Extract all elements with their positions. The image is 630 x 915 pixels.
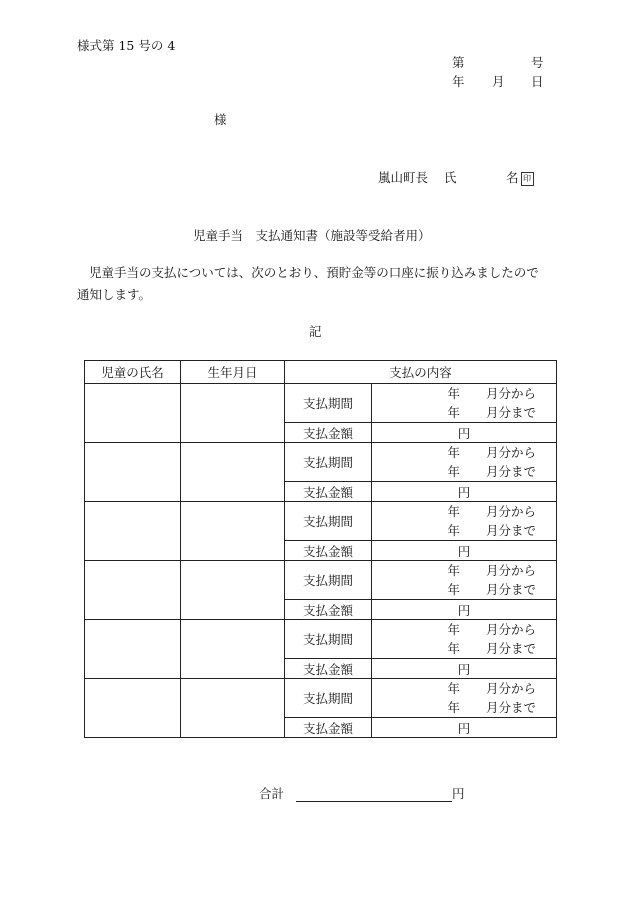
period-to-month: 月分まで	[486, 582, 537, 597]
body-line-2: 通知します。	[77, 287, 152, 302]
period-to-month: 月分まで	[486, 641, 537, 656]
amount-label: 支払金額	[285, 541, 372, 561]
header-payment-content: 支払の内容	[285, 361, 557, 384]
amount-unit: 円	[457, 720, 471, 736]
birthdate-cell[interactable]	[181, 679, 285, 738]
amount-cell[interactable]	[372, 423, 557, 443]
amount-label: 支払金額	[285, 718, 372, 738]
period-from-year: 年	[447, 622, 460, 637]
period-from-month: 月分から	[486, 445, 537, 460]
amount-cell[interactable]	[372, 718, 557, 738]
period-to-line	[372, 580, 556, 599]
child-name-cell[interactable]	[85, 561, 181, 620]
period-cell[interactable]	[372, 502, 557, 541]
birthdate-cell[interactable]	[181, 502, 285, 561]
issuer-name-label-left: 氏	[444, 170, 457, 185]
amount-unit: 円	[457, 484, 471, 500]
table-row	[85, 679, 557, 718]
child-name-cell[interactable]	[85, 443, 181, 502]
table-row	[85, 443, 557, 482]
amount-unit: 円	[457, 425, 471, 441]
period-to-year: 年	[447, 523, 460, 538]
table-header-row	[85, 361, 557, 384]
period-label: 支払期間	[285, 561, 372, 600]
amount-unit: 円	[457, 543, 471, 559]
doc-number-prefix: 第	[452, 55, 465, 70]
seal-mark: 印	[521, 172, 534, 186]
total-amount-line	[296, 788, 452, 802]
period-cell[interactable]	[372, 561, 557, 600]
amount-cell[interactable]	[372, 659, 557, 679]
period-from-line	[372, 443, 556, 462]
document-title: 児童手当 支払通知書（施設等受給者用）	[193, 228, 431, 243]
body-line-1: 児童手当の支払については、次のとおり、預貯金等の口座に振り込みましたので	[89, 265, 539, 280]
table-row	[85, 502, 557, 541]
total-label: 合計	[259, 786, 285, 801]
period-from-line	[372, 561, 556, 580]
doc-number-suffix: 号	[531, 55, 544, 70]
period-from-month: 月分から	[486, 504, 537, 519]
birthdate-cell[interactable]	[181, 561, 285, 620]
child-name-cell[interactable]	[85, 502, 181, 561]
amount-unit: 円	[457, 602, 471, 618]
amount-label: 支払金額	[285, 659, 372, 679]
table-row	[85, 561, 557, 600]
period-cell[interactable]	[372, 384, 557, 423]
period-from-month: 月分から	[486, 386, 537, 401]
ki-heading: 記	[309, 324, 322, 339]
period-to-year: 年	[447, 464, 460, 479]
amount-cell[interactable]	[372, 600, 557, 620]
child-name-cell[interactable]	[85, 384, 181, 443]
period-to-year: 年	[447, 700, 460, 715]
date-year: 年	[452, 74, 465, 89]
header-child-name: 児童の氏名	[85, 361, 181, 384]
period-from-year: 年	[447, 445, 460, 460]
payment-table	[84, 360, 557, 738]
child-name-cell[interactable]	[85, 679, 181, 738]
period-from-line	[372, 384, 556, 403]
period-to-line	[372, 639, 556, 658]
issuer-title: 嵐山町長	[378, 170, 429, 185]
period-cell[interactable]	[372, 443, 557, 482]
amount-label: 支払金額	[285, 600, 372, 620]
period-to-month: 月分まで	[486, 464, 537, 479]
issuer-name-label-right	[506, 168, 534, 186]
period-to-month: 月分まで	[486, 405, 537, 420]
period-from-year: 年	[447, 386, 460, 401]
period-to-month: 月分まで	[486, 700, 537, 715]
period-from-year: 年	[447, 563, 460, 578]
period-cell[interactable]	[372, 620, 557, 659]
amount-cell[interactable]	[372, 482, 557, 502]
period-to-month: 月分まで	[486, 523, 537, 538]
form-number: 様式第 15 号の 4	[77, 38, 176, 53]
period-from-month: 月分から	[486, 622, 537, 637]
period-to-line	[372, 403, 556, 422]
period-to-line	[372, 521, 556, 540]
table-body	[85, 384, 557, 738]
period-from-year: 年	[447, 504, 460, 519]
period-label: 支払期間	[285, 443, 372, 482]
period-from-year: 年	[447, 681, 460, 696]
period-from-line	[372, 620, 556, 639]
period-from-month: 月分から	[486, 563, 537, 578]
table-row	[85, 620, 557, 659]
date-month: 月	[492, 74, 505, 89]
table-row	[85, 384, 557, 423]
total-unit: 円	[452, 786, 465, 801]
birthdate-cell[interactable]	[181, 620, 285, 679]
amount-cell[interactable]	[372, 541, 557, 561]
period-label: 支払期間	[285, 679, 372, 718]
header-birthdate: 生年月日	[181, 361, 285, 384]
issuer-name-label-right-text: 名	[506, 170, 519, 185]
date-day: 日	[531, 74, 544, 89]
period-to-year: 年	[447, 641, 460, 656]
birthdate-cell[interactable]	[181, 384, 285, 443]
amount-label: 支払金額	[285, 423, 372, 443]
period-to-line	[372, 698, 556, 717]
child-name-cell[interactable]	[85, 620, 181, 679]
period-label: 支払期間	[285, 502, 372, 541]
period-from-month: 月分から	[486, 681, 537, 696]
period-to-year: 年	[447, 405, 460, 420]
period-label: 支払期間	[285, 620, 372, 659]
total-row	[259, 784, 465, 802]
period-from-line	[372, 502, 556, 521]
period-label: 支払期間	[285, 384, 372, 423]
period-from-line	[372, 679, 556, 698]
period-to-year: 年	[447, 582, 460, 597]
amount-unit: 円	[457, 661, 471, 677]
amount-label: 支払金額	[285, 482, 372, 502]
addressee-suffix: 様	[214, 112, 227, 127]
birthdate-cell[interactable]	[181, 443, 285, 502]
period-to-line	[372, 462, 556, 481]
period-cell[interactable]	[372, 679, 557, 718]
